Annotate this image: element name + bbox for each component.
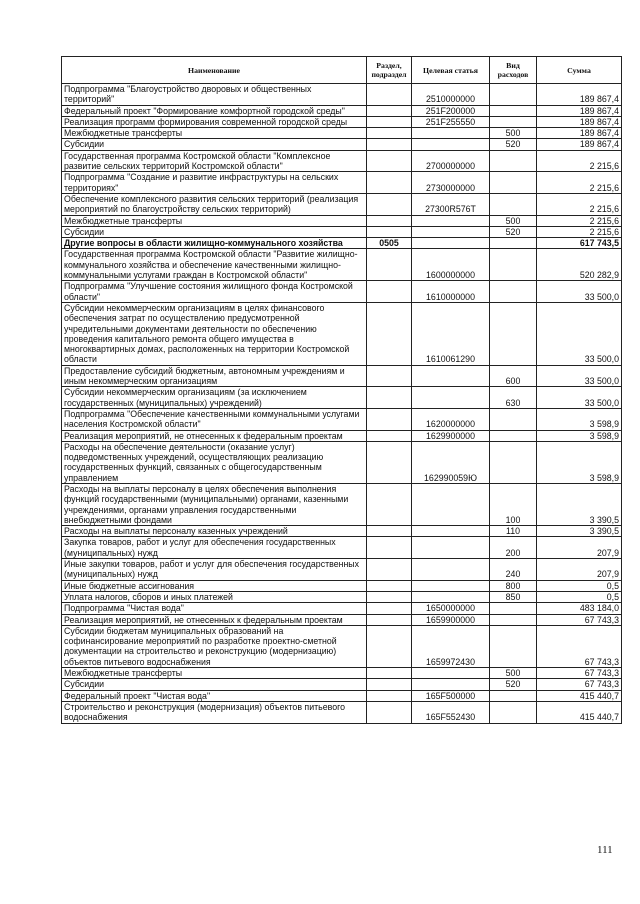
cell-sum: 415 440,7 — [537, 701, 622, 723]
cell-section — [367, 365, 412, 387]
cell-section — [367, 679, 412, 690]
cell-section — [367, 281, 412, 303]
cell-sum: 207,9 — [537, 537, 622, 559]
cell-kind — [490, 193, 537, 215]
cell-section — [367, 526, 412, 537]
table-row — [62, 84, 622, 106]
cell-name: Расходы на выплаты персоналу в целях обеспечения выполнения функций государственными (муниципальными) органами, казенными учреждениями, органами управления государственными внебюджетными фондами — [62, 483, 367, 525]
cell-target: 1600000000 — [412, 249, 490, 281]
cell-kind: 200 — [490, 537, 537, 559]
table-row — [62, 441, 622, 483]
table-row — [62, 559, 622, 581]
cell-kind — [490, 84, 537, 106]
cell-section — [367, 559, 412, 581]
cell-section — [367, 483, 412, 525]
cell-target — [412, 591, 490, 602]
cell-name: Государственная программа Костромской области "Развитие жилищно-коммунального хозяйства и обеспечение качественными жилищно-коммунальными услугами граждан в Костромской области" — [62, 249, 367, 281]
cell-sum: 520 282,9 — [537, 249, 622, 281]
cell-target: 1610000000 — [412, 281, 490, 303]
cell-sum: 189 867,4 — [537, 128, 622, 139]
cell-kind: 500 — [490, 215, 537, 226]
table-row — [62, 387, 622, 409]
cell-section — [367, 128, 412, 139]
cell-target — [412, 526, 490, 537]
cell-sum: 2 215,6 — [537, 215, 622, 226]
cell-kind: 850 — [490, 591, 537, 602]
cell-sum: 67 743,3 — [537, 679, 622, 690]
cell-name: Расходы на обеспечение деятельности (оказание услуг) подведомственных учреждений, осуществляющих реализацию государственных функций, связанных с общегосударственным управлением — [62, 441, 367, 483]
cell-kind — [490, 281, 537, 303]
cell-target: 162990059Ю — [412, 441, 490, 483]
cell-target: 165F500000 — [412, 690, 490, 701]
cell-name: Другие вопросы в области жилищно-коммунального хозяйства — [62, 238, 367, 249]
cell-name: Субсидии — [62, 139, 367, 150]
cell-section — [367, 668, 412, 679]
table-row — [62, 365, 622, 387]
cell-kind — [490, 701, 537, 723]
cell-name: Реализация мероприятий, не отнесенных к федеральным проектам — [62, 430, 367, 441]
table-row — [62, 625, 622, 667]
cell-name: Строительство и реконструкция (модернизация) объектов питьевого водоснабжения — [62, 701, 367, 723]
cell-target — [412, 226, 490, 237]
cell-sum: 67 743,3 — [537, 668, 622, 679]
header-section: Раздел, подраздел — [367, 57, 412, 84]
cell-kind: 520 — [490, 679, 537, 690]
table-row — [62, 139, 622, 150]
cell-name: Закупка товаров, работ и услуг для обеспечения государственных (муниципальных) нужд — [62, 537, 367, 559]
cell-kind — [490, 625, 537, 667]
cell-section — [367, 116, 412, 127]
header-name: Наименование — [62, 57, 367, 84]
cell-section — [367, 172, 412, 194]
table-row — [62, 226, 622, 237]
cell-section — [367, 430, 412, 441]
cell-name: Подпрограмма "Создание и развитие инфраструктуры на сельских территориях" — [62, 172, 367, 194]
cell-sum: 3 598,9 — [537, 408, 622, 430]
cell-name: Подпрограмма "Чистая вода" — [62, 603, 367, 614]
cell-section — [367, 139, 412, 150]
cell-sum: 33 500,0 — [537, 387, 622, 409]
cell-target — [412, 483, 490, 525]
table-row — [62, 679, 622, 690]
table-row — [62, 249, 622, 281]
cell-kind — [490, 690, 537, 701]
cell-sum: 3 598,9 — [537, 430, 622, 441]
cell-name: Государственная программа Костромской области "Комплексное развитие сельских территорий Костромской области" — [62, 150, 367, 172]
cell-sum: 189 867,4 — [537, 105, 622, 116]
cell-kind: 240 — [490, 559, 537, 581]
cell-kind: 110 — [490, 526, 537, 537]
cell-name: Субсидии — [62, 679, 367, 690]
cell-name: Федеральный проект "Формирование комфортной городской среды" — [62, 105, 367, 116]
table-header-row — [62, 57, 622, 84]
table-row — [62, 150, 622, 172]
cell-name: Обеспечение комплексного развития сельских территорий (реализация мероприятий по благоустройству сельских территорий) — [62, 193, 367, 215]
cell-name: Субсидии некоммерческим организациям в целях финансового обеспечения затрат по осуществлению предусмотренной учредительными документами деятельности по обеспечению проведения капитального ремонта общего имущества в многоквартирных домах, расположенных на территории Костромской области — [62, 302, 367, 365]
cell-section — [367, 193, 412, 215]
cell-name: Предоставление субсидий бюджетным, автономным учреждениям и иным некоммерческим организациям — [62, 365, 367, 387]
cell-kind — [490, 249, 537, 281]
table-row — [62, 603, 622, 614]
cell-sum: 0,5 — [537, 591, 622, 602]
table-row — [62, 668, 622, 679]
cell-kind — [490, 105, 537, 116]
cell-name: Иные закупки товаров, работ и услуг для обеспечения государственных (муниципальных) нужд — [62, 559, 367, 581]
cell-sum: 67 743,3 — [537, 625, 622, 667]
cell-name: Расходы на выплаты персоналу казенных учреждений — [62, 526, 367, 537]
cell-target: 165F552430 — [412, 701, 490, 723]
cell-target — [412, 387, 490, 409]
cell-sum: 415 440,7 — [537, 690, 622, 701]
cell-sum: 33 500,0 — [537, 302, 622, 365]
cell-kind: 630 — [490, 387, 537, 409]
cell-target: 251F255550 — [412, 116, 490, 127]
cell-kind — [490, 116, 537, 127]
cell-sum: 3 598,9 — [537, 441, 622, 483]
table-row — [62, 302, 622, 365]
cell-section — [367, 408, 412, 430]
table-row — [62, 580, 622, 591]
cell-kind — [490, 238, 537, 249]
table-row — [62, 116, 622, 127]
cell-name: Межбюджетные трансферты — [62, 215, 367, 226]
cell-section — [367, 537, 412, 559]
cell-kind — [490, 603, 537, 614]
cell-target: 1659900000 — [412, 614, 490, 625]
cell-sum: 33 500,0 — [537, 365, 622, 387]
cell-kind: 100 — [490, 483, 537, 525]
cell-target — [412, 580, 490, 591]
table-row — [62, 614, 622, 625]
cell-kind: 520 — [490, 139, 537, 150]
cell-section — [367, 215, 412, 226]
cell-sum: 0,5 — [537, 580, 622, 591]
cell-section — [367, 387, 412, 409]
cell-section — [367, 591, 412, 602]
table-row — [62, 281, 622, 303]
cell-name: Подпрограмма "Улучшение состояния жилищного фонда Костромской области" — [62, 281, 367, 303]
table-row — [62, 430, 622, 441]
cell-section — [367, 302, 412, 365]
cell-sum: 189 867,4 — [537, 116, 622, 127]
cell-target — [412, 139, 490, 150]
cell-name: Иные бюджетные ассигнования — [62, 580, 367, 591]
table-row — [62, 128, 622, 139]
table-body — [62, 84, 622, 724]
cell-target — [412, 128, 490, 139]
cell-kind: 800 — [490, 580, 537, 591]
cell-section — [367, 625, 412, 667]
table-row — [62, 526, 622, 537]
cell-sum: 189 867,4 — [537, 84, 622, 106]
cell-section — [367, 690, 412, 701]
cell-target: 1610061290 — [412, 302, 490, 365]
cell-name: Реализация программ формирования современной городской среды — [62, 116, 367, 127]
cell-sum: 67 743,3 — [537, 614, 622, 625]
cell-name: Подпрограмма "Благоустройство дворовых и общественных территорий" — [62, 84, 367, 106]
cell-name: Уплата налогов, сборов и иных платежей — [62, 591, 367, 602]
table-row — [62, 690, 622, 701]
cell-sum: 617 743,5 — [537, 238, 622, 249]
cell-section — [367, 441, 412, 483]
table-row — [62, 701, 622, 723]
cell-target — [412, 679, 490, 690]
cell-section — [367, 701, 412, 723]
cell-sum: 2 215,6 — [537, 193, 622, 215]
cell-section — [367, 614, 412, 625]
cell-kind: 520 — [490, 226, 537, 237]
budget-table — [61, 56, 622, 724]
cell-sum: 207,9 — [537, 559, 622, 581]
cell-target: 2510000000 — [412, 84, 490, 106]
table-row — [62, 408, 622, 430]
cell-name: Федеральный проект "Чистая вода" — [62, 690, 367, 701]
cell-section — [367, 150, 412, 172]
header-kind: Вид расходов — [490, 57, 537, 84]
cell-target — [412, 238, 490, 249]
cell-kind — [490, 172, 537, 194]
cell-sum: 33 500,0 — [537, 281, 622, 303]
table-row — [62, 193, 622, 215]
cell-name: Субсидии — [62, 226, 367, 237]
table-row — [62, 591, 622, 602]
cell-name: Субсидии некоммерческим организациям (за исключением государственных (муниципальных) учреждений) — [62, 387, 367, 409]
cell-target: 2700000000 — [412, 150, 490, 172]
cell-sum: 189 867,4 — [537, 139, 622, 150]
cell-name: Субсидии бюджетам муниципальных образований на софинансирование мероприятий по разработке проектно-сметной документации на строительство и реконструкцию (модернизацию) объектов питьевого водоснабжения — [62, 625, 367, 667]
cell-sum: 2 215,6 — [537, 226, 622, 237]
table-row — [62, 172, 622, 194]
cell-target — [412, 559, 490, 581]
cell-section — [367, 580, 412, 591]
header-sum: Сумма — [537, 57, 622, 84]
cell-kind — [490, 150, 537, 172]
cell-target — [412, 668, 490, 679]
cell-name: Межбюджетные трансферты — [62, 128, 367, 139]
cell-kind — [490, 302, 537, 365]
table-row — [62, 483, 622, 525]
cell-sum: 2 215,6 — [537, 150, 622, 172]
cell-target: 1650000000 — [412, 603, 490, 614]
cell-kind: 500 — [490, 668, 537, 679]
cell-target: 1629900000 — [412, 430, 490, 441]
table-row — [62, 215, 622, 226]
cell-section — [367, 105, 412, 116]
page-number: 111 — [597, 844, 613, 856]
cell-kind — [490, 408, 537, 430]
cell-target — [412, 365, 490, 387]
cell-name: Подпрограмма "Обеспечение качественными коммунальными услугами населения Костромской области" — [62, 408, 367, 430]
cell-kind — [490, 430, 537, 441]
cell-target — [412, 215, 490, 226]
cell-sum: 3 390,5 — [537, 483, 622, 525]
table-row — [62, 105, 622, 116]
cell-target: 27300R576T — [412, 193, 490, 215]
cell-sum: 483 184,0 — [537, 603, 622, 614]
cell-section — [367, 603, 412, 614]
table-row — [62, 537, 622, 559]
cell-section — [367, 84, 412, 106]
cell-section — [367, 249, 412, 281]
cell-kind — [490, 614, 537, 625]
cell-sum: 2 215,6 — [537, 172, 622, 194]
cell-target — [412, 537, 490, 559]
cell-kind: 600 — [490, 365, 537, 387]
cell-name: Реализация мероприятий, не отнесенных к федеральным проектам — [62, 614, 367, 625]
cell-target: 251F200000 — [412, 105, 490, 116]
cell-sum: 3 390,5 — [537, 526, 622, 537]
table-row — [62, 238, 622, 249]
cell-kind — [490, 441, 537, 483]
cell-section: 0505 — [367, 238, 412, 249]
header-target: Целевая статья — [412, 57, 490, 84]
cell-kind: 500 — [490, 128, 537, 139]
cell-target: 2730000000 — [412, 172, 490, 194]
cell-target: 1659972430 — [412, 625, 490, 667]
cell-name: Межбюджетные трансферты — [62, 668, 367, 679]
cell-target: 1620000000 — [412, 408, 490, 430]
cell-section — [367, 226, 412, 237]
